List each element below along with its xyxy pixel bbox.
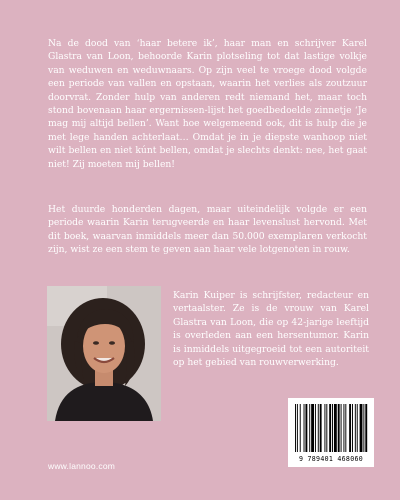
isbn-number: 9 789401 468060 xyxy=(298,455,364,463)
author-photo xyxy=(47,286,161,421)
author-bio: Karin Kuiper is schrijfster, redacteur en vertaalster. Ze is de vrouw van Karel Glastra van Loon, die op 42-jarige leeftijd is overleden aan een hersentumor. Karin is inmiddels uitgegroeid tot een autoriteit op het gebied van rouwverwerking. xyxy=(173,290,369,369)
isbn-barcode xyxy=(288,398,374,467)
publisher-website[interactable]: www.lannoo.com xyxy=(48,461,116,471)
blurb-paragraph-2: Het duurde honderden dagen, maar uiteindelijk volgde er een periode waarin Karin terugveerde en haar levenslust hervond. Met dit boek, waarvan inmiddels meer dan 50.000 exemplaren verkocht zijn, wist ze een stem te geven aan haar vele lotgenoten in rouw. xyxy=(48,204,367,256)
barcode-bars xyxy=(288,398,374,456)
blurb-paragraph-1: Na de dood van ‘haar betere ik’, haar man en schrijver Karel Glastra van Loon, behoorde Karin plotseling tot dat lastige volkje van weduwen en weduwnaars. Op zijn veel te vroege dood volgde een periode van vallen en opstaan, waarin het verlies als zoutzuur doorvrat. Zonder hulp van anderen redt niemand het, maar toch stond bovenaan haar ergernissen-lijst het goedbedoelde zinnetje ‘Je mag mij altijd bellen’. Want hoe welgemeend ook, dit is hulp die je met lege handen achterlaat… Omdat je in je diepste wanhoop niet wilt bellen en niet kúnt bellen, omdat je slechts denkt: nee, het gaat niet! Zij moeten mij bellen! xyxy=(48,38,367,170)
